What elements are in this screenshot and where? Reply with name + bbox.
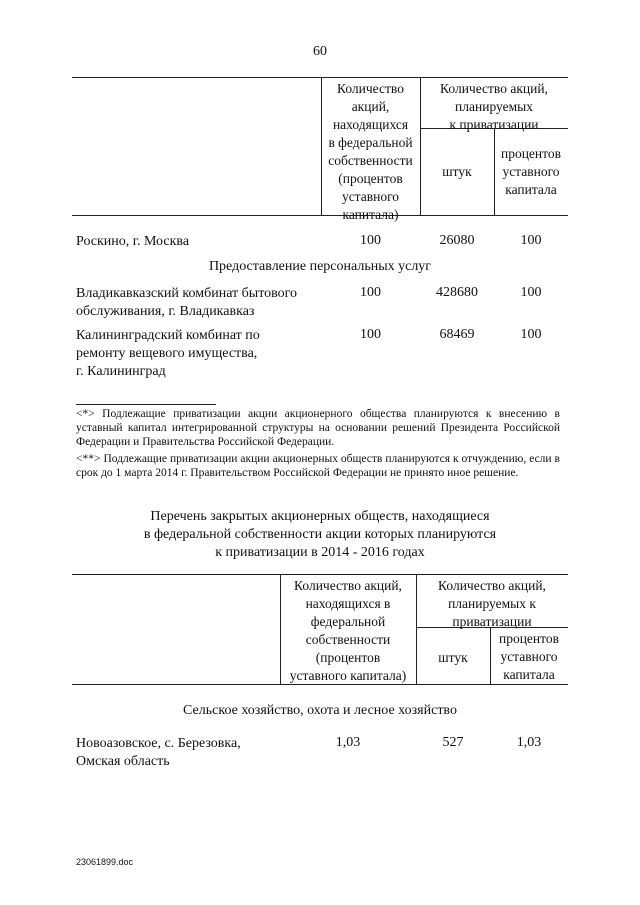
- footnote-1: <*> Подлежащие приватизации акции акционерного общества планируются к внесению в уставный капитал интегрированной структуры на основании решений Президента Российской Федерации и Правительства Российской Федерации.: [76, 408, 560, 448]
- name-line: Новоазовское, с. Березовка,: [76, 736, 241, 751]
- header-line: капитала: [503, 667, 555, 682]
- header-line: уставного капитала): [289, 668, 407, 683]
- header-line: процентов: [500, 146, 561, 161]
- header-line: капитала): [342, 207, 399, 222]
- table-cell-units: 527: [442, 735, 464, 750]
- header-line: федеральной: [310, 614, 386, 629]
- table-cell-owned: 1,03: [335, 735, 361, 750]
- title-line: Перечень закрытых акционерных обществ, находящиеся: [150, 509, 490, 524]
- name-line: Омская область: [76, 754, 170, 769]
- header-line: уставного: [502, 164, 560, 179]
- header-line: собственности: [305, 632, 391, 647]
- header-line: в федеральной: [328, 135, 413, 150]
- table2-header-units: штук: [438, 650, 468, 665]
- header-line: к приватизации: [449, 117, 539, 132]
- table1-header-bottom-rule: [72, 215, 568, 216]
- table-cell-units: 68469: [439, 327, 475, 342]
- header-line: капитала: [505, 182, 557, 197]
- table-cell-units: 26080: [439, 233, 475, 248]
- page-number: 60: [313, 44, 327, 59]
- section-heading: Предоставление персональных услуг: [208, 259, 432, 274]
- table1-top-rule: [72, 77, 568, 78]
- header-line: приватизации: [452, 614, 532, 629]
- table1-header-percent: [494, 145, 568, 199]
- table-row-name: Роскино, г. Москва: [76, 234, 190, 249]
- header-line: (процентов: [315, 650, 381, 665]
- header-line: находящихся в: [305, 596, 391, 611]
- list-title: [0, 508, 640, 562]
- header-line: Количество акций,: [294, 578, 402, 593]
- title-line: в федеральной собственности акции которых планируются: [143, 527, 497, 542]
- table-cell-percent: 100: [520, 233, 542, 248]
- table2-header-planned: [416, 577, 568, 631]
- name-line: Калининградский комбинат по: [76, 328, 260, 343]
- table-cell-units: 428680: [436, 285, 478, 300]
- header-line: планируемых: [455, 99, 533, 114]
- section-heading: Сельское хозяйство, охота и лесное хозяйство: [183, 703, 457, 718]
- table-row-name: [76, 285, 297, 321]
- table-cell-percent: 100: [520, 285, 542, 300]
- header-line: Количество акций,: [440, 81, 548, 96]
- table-cell-percent: 100: [520, 327, 542, 342]
- header-line: находящихся: [332, 117, 409, 132]
- footnote-separator: [76, 404, 216, 405]
- header-line: Количество: [337, 81, 404, 96]
- header-line: уставного: [500, 649, 558, 664]
- header-line: акций,: [351, 99, 390, 114]
- name-line: г. Калининград: [76, 364, 166, 379]
- name-line: обслуживания, г. Владикавказ: [76, 304, 255, 319]
- table-cell-owned: 100: [360, 233, 381, 248]
- name-line: Владикавказский комбинат бытового: [76, 286, 298, 301]
- table2-top-rule: [72, 574, 568, 575]
- table1-header-units: штук: [442, 164, 472, 179]
- header-line: планируемых к: [448, 596, 536, 611]
- table1-header-planned: [420, 80, 568, 134]
- header-line: собственности: [328, 153, 413, 168]
- name-line: ремонту вещевого имущества,: [76, 346, 258, 361]
- header-line: (процентов: [338, 171, 403, 186]
- header-line: Количество акций,: [438, 578, 546, 593]
- table2-header-owned: [280, 577, 416, 685]
- header-line: процентов: [498, 631, 559, 646]
- table-cell-owned: 100: [360, 285, 381, 300]
- table2-header-percent: [490, 630, 568, 684]
- header-line: уставного: [341, 189, 400, 204]
- table-cell-owned: 100: [360, 327, 381, 342]
- table-row-name: [76, 735, 241, 771]
- document-reference: 23061899.doc: [76, 857, 134, 867]
- table-row-name: [76, 327, 260, 381]
- title-line: к приватизации в 2014 - 2016 годах: [215, 545, 425, 560]
- table1-header-owned: [321, 80, 420, 224]
- table-cell-percent: 1,03: [516, 735, 542, 750]
- footnote-2: <**> Подлежащие приватизации акции акционерных обществ планируются к отчуждению, если в срок до 1 марта 2014 г. Правительством Российской Федерации не принято иное решение.: [76, 453, 560, 479]
